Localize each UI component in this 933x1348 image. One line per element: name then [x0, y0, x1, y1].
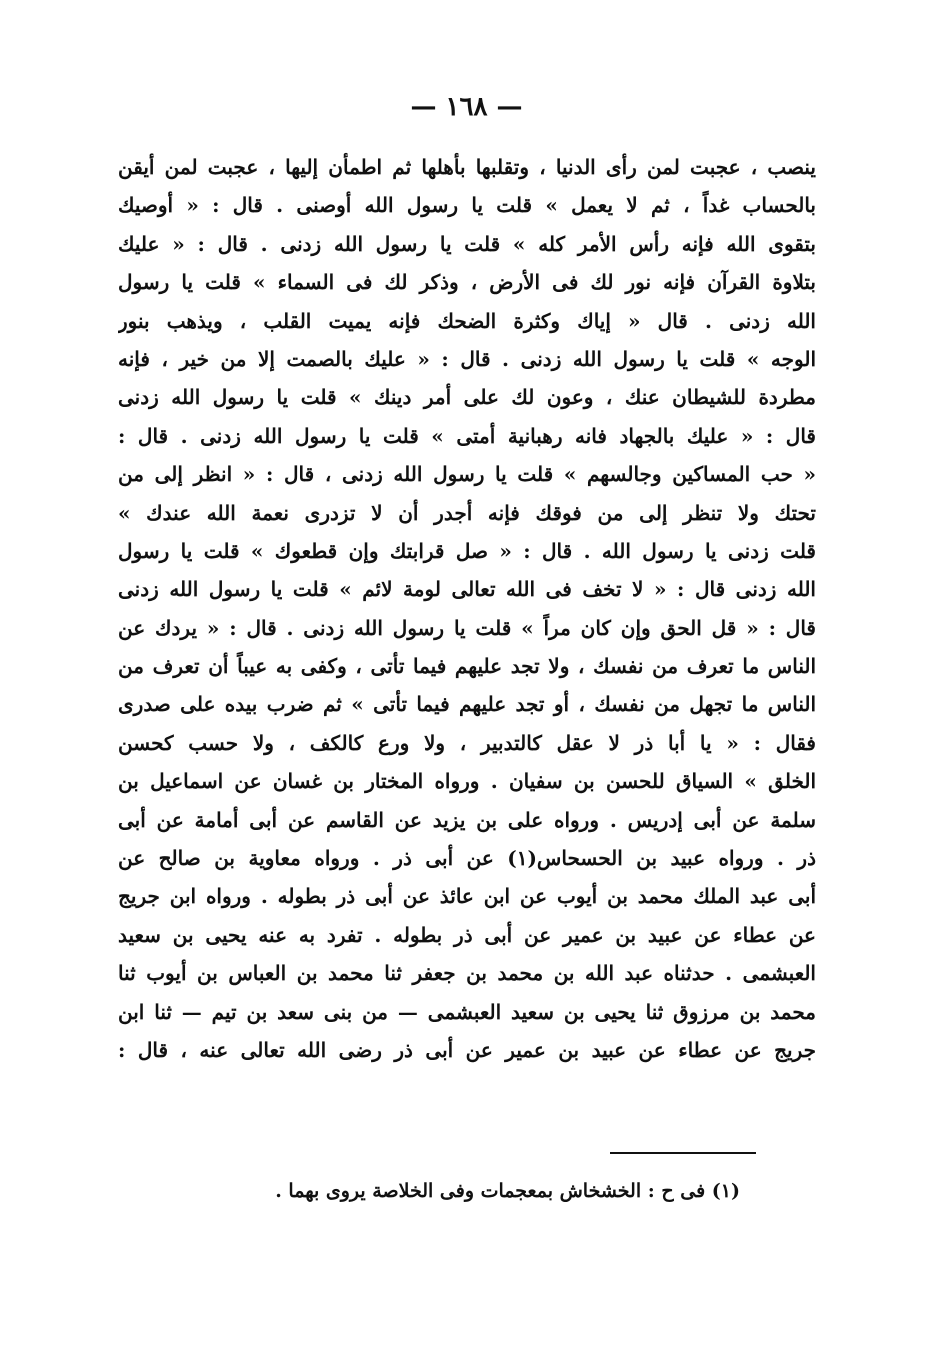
text-line: قال : « عليك بالجهاد فانه رهبانية أمتى » قلت يا رسول الله زدنى . قال : [118, 423, 816, 448]
text-line: « حب المساكين وجالسهم » قلت يا رسول الله زدنى ، قال : « انظر إلى من [118, 462, 816, 487]
text-line: الناس ما تجهل من نفسك ، أو تجد عليهم فيما تأتى » ثم ضرب بيده على صدرى [118, 692, 816, 717]
page-number: — ١٦٨ — [410, 92, 523, 122]
text-line: بتلاوة القرآن فإنه نور لك فى الأرض ، وذكر لك فى السماء » قلت يا رسول [118, 270, 816, 295]
text-line: الخلق » السياق للحسن بن سفيان . ورواه المختار بن غسان عن اسماعيل بن [118, 769, 816, 794]
text-line: سلمة عن أبى إدريس . ورواه على بن يزيد عن القاسم عن أبى أمامة عن أبى [118, 807, 816, 832]
text-line: الوجه » قلت يا رسول الله زدنى . قال : « عليك بالصمت إلا من خير ، فإنه [118, 346, 816, 371]
text-line: فقال : « يا أبا ذر لا عقل كالتدبير ، ولا ورع كالكف ، ولا حسب كحسن [118, 730, 816, 755]
text-line: ذر . ورواه عبيد بن الحسحاس(١) عن أبى ذر . ورواه معاوية بن صالح عن [118, 846, 816, 871]
text-line: بتقوى الله فإنه رأس الأمر كله » قلت يا رسول الله زدنى . قال : « عليك [118, 231, 816, 256]
text-line: مطردة للشيطان عنك ، وعون لك على أمر دينك » قلت يا رسول الله زدنى [118, 385, 816, 410]
text-line: قلت زدنى يا رسول الله . قال : « صل قرابتك وإن قطعوك » قلت يا رسول [118, 538, 816, 563]
text-line: محمد بن مرزوق ثنا يحيى بن سعيد العبشمى — من بنى سعد بن تيم — ثنا ابن [118, 999, 816, 1024]
text-line: الله زدنى . قال « إياك وكثرة الضحك فإنه يميت القلب ، ويذهب بنور [118, 308, 816, 333]
text-line: تحتك ولا تنظر إلى من فوقك فإنه أجدر أن لا تزدرى نعمة الله عندك » [118, 500, 816, 525]
text-line: أبى عبد الملك محمد بن أيوب عن ابن عائذ عن أبى ذر بطوله . ورواه ابن جريج [118, 884, 816, 909]
text-line: العبشمى . حدثناه عبد الله بن محمد بن جعفر ثنا محمد بن العباس بن أيوب ثنا [118, 961, 816, 986]
text-line: عن عطاء عن عبيد بن عمير عن أبى ذر بطوله . تفرد به عنه يحيى بن سعيد [118, 922, 816, 947]
text-line: الناس ما تعرف من نفسك ، ولا تجد عليهم فيما تأتى ، وكفى به عيباً أن تعرف من [118, 654, 816, 679]
footnote-divider [610, 1152, 756, 1154]
footnote: (١) فى ح : الخشخاش بمعجمات وفى الخلاصة يروى بهما . [275, 1180, 740, 1202]
text-line: ينصب ، عجبت لمن رأى الدنيا ، وتقلبها بأهلها ثم اطمأن إليها ، عجبت لمن أيقن [118, 155, 816, 179]
text-line: الله زدنى قال : « لا تخف فى الله تعالى لومة لائم » قلت يا رسول الله زدنى [118, 577, 816, 602]
main-text [118, 148, 816, 1069]
text-line: بالحساب غداً ، ثم لا يعمل » قلت يا رسول الله أوصنى . قال : « أوصيك [118, 193, 816, 218]
text-line: جريج عن عطاء عن عبيد بن عمير عن أبى ذر رضى الله تعالى عنه ، قال : [118, 1037, 816, 1062]
text-line: قال : « قل الحق وإن كان مراً » قلت يا رسول الله زدنى . قال : « يردك عن [118, 615, 816, 640]
